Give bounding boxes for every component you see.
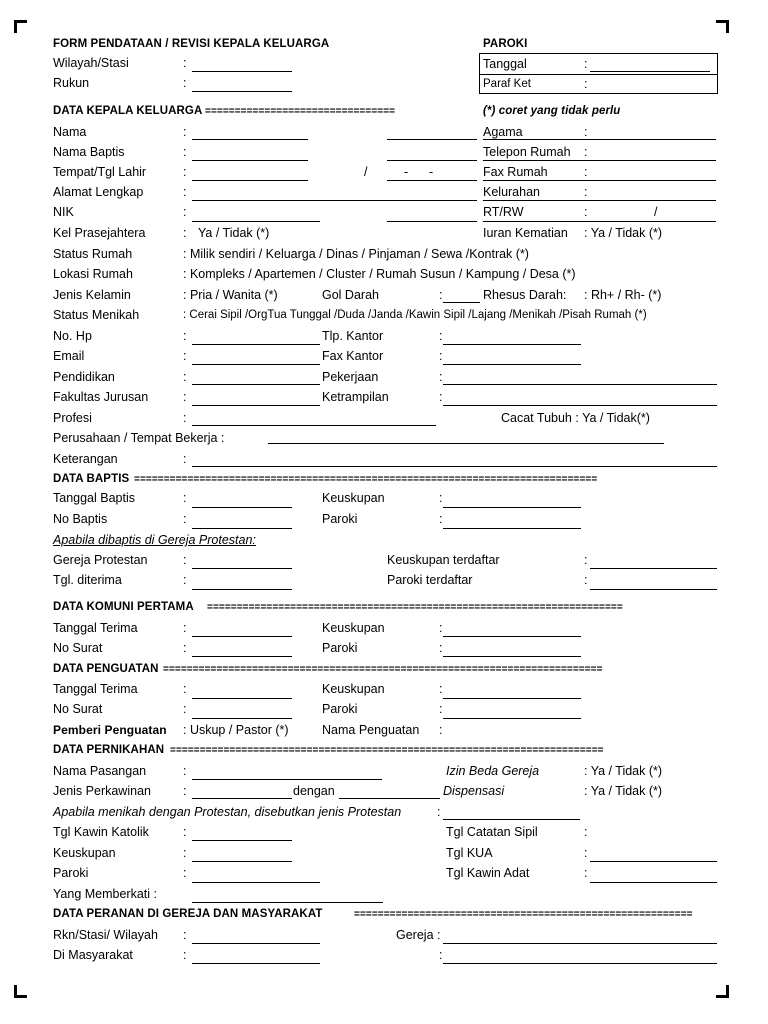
tlp-kantor-field[interactable] xyxy=(443,344,581,345)
colon: : xyxy=(183,370,187,384)
wilayah-field[interactable] xyxy=(192,71,292,72)
colon: : xyxy=(439,702,443,716)
rt-rw-slash: / xyxy=(654,205,658,219)
keuskupan-terdaftar-label: Keuskupan terdaftar xyxy=(387,553,500,567)
colon: : xyxy=(183,491,187,505)
colon: : xyxy=(183,846,187,860)
nama-baptis-label: Nama Baptis xyxy=(53,145,125,159)
colon: : xyxy=(439,370,443,384)
peranan-gereja-field[interactable] xyxy=(443,943,717,944)
status-menikah-label: Status Menikah xyxy=(53,308,140,322)
jenis-perkawinan-field-2[interactable] xyxy=(339,798,440,799)
keterangan-label: Keterangan xyxy=(53,452,118,466)
keuskupan-terdaftar-field[interactable] xyxy=(590,568,717,569)
colon: : xyxy=(584,185,588,199)
di-masyarakat-field[interactable] xyxy=(192,963,320,964)
colon: : xyxy=(183,784,187,798)
fax-kantor-field[interactable] xyxy=(443,364,581,365)
colon: : xyxy=(439,682,443,696)
email-field[interactable] xyxy=(192,364,320,365)
tanggal-baptis-label: Tanggal Baptis xyxy=(53,491,136,505)
pernikahan-paroki-field[interactable] xyxy=(192,882,320,883)
ketrampilan-field[interactable] xyxy=(443,405,717,406)
no-baptis-label: No Baptis xyxy=(53,512,108,526)
colon: : xyxy=(183,165,187,179)
komuni-paroki-field[interactable] xyxy=(443,656,581,657)
dispensasi-label: Dispensasi xyxy=(443,784,505,798)
pendidikan-field[interactable] xyxy=(192,384,320,385)
colon: : xyxy=(183,185,187,199)
tlp-kantor-label: Tlp. Kantor xyxy=(322,329,384,343)
colon: : xyxy=(439,723,443,737)
pernikahan-keuskupan-label: Keuskupan xyxy=(53,846,116,860)
nama-field-2[interactable] xyxy=(387,139,477,140)
fakultas-label: Fakultas Jurusan xyxy=(53,390,149,404)
tanggal-label: Tanggal xyxy=(483,57,527,71)
kelurahan-field[interactable] xyxy=(483,200,716,201)
baptis-paroki-label: Paroki xyxy=(322,512,358,526)
colon: : xyxy=(183,948,187,962)
crop-mark-top-right xyxy=(716,20,729,33)
pernikahan-section-title: DATA PERNIKAHAN xyxy=(53,744,165,756)
di-masyarakat-field-2[interactable] xyxy=(443,963,717,964)
pemberi-penguatan-label: Pemberi Penguatan xyxy=(53,723,167,737)
keterangan-field[interactable] xyxy=(192,466,717,467)
kel-prasejahtera-options[interactable]: Ya / Tidak (*) xyxy=(198,226,270,240)
nama-field[interactable] xyxy=(192,139,308,140)
lokasi-rumah-options[interactable]: : Kompleks / Apartemen / Cluster / Rumah Susun / Kampung / Desa (*) xyxy=(183,267,576,281)
penguatan-paroki-label: Paroki xyxy=(322,702,358,716)
date-dashes: - - xyxy=(404,165,434,179)
colon: : xyxy=(183,764,187,778)
tgl-kua-label: Tgl KUA xyxy=(446,846,493,860)
tempat-tgl-lahir-label: Tempat/Tgl Lahir xyxy=(53,165,147,179)
izin-beda-gereja-label: Izin Beda Gereja xyxy=(446,764,540,778)
komuni-paroki-label: Paroki xyxy=(322,641,358,655)
pekerjaan-label: Pekerjaan xyxy=(322,370,379,384)
nama-label: Nama xyxy=(53,125,87,139)
colon: : xyxy=(439,948,443,962)
nik-label: NIK xyxy=(53,205,74,219)
tgl-kawin-adat-field[interactable] xyxy=(590,882,717,883)
colon: : xyxy=(437,805,441,819)
rukun-label: Rukun xyxy=(53,76,90,90)
pernikahan-paroki-label: Paroki xyxy=(53,866,89,880)
colon: : xyxy=(183,702,187,716)
colon: : xyxy=(183,641,187,655)
profesi-label: Profesi xyxy=(53,411,92,425)
colon: : xyxy=(439,621,443,635)
peranan-section-title: DATA PERANAN DI GEREJA DAN MASYARAKAT xyxy=(53,908,323,920)
nama-baptis-field-2[interactable] xyxy=(387,160,477,161)
colon: : xyxy=(439,641,443,655)
telepon-rumah-label: Telepon Rumah xyxy=(483,145,571,159)
peranan-gereja-label: Gereja : xyxy=(396,928,441,942)
gol-darah-field[interactable] xyxy=(443,302,480,303)
alamat-field[interactable] xyxy=(192,200,477,201)
tgl-kawin-adat-label: Tgl Kawin Adat xyxy=(446,866,530,880)
rukun-field[interactable] xyxy=(192,91,292,92)
colon: : xyxy=(183,825,187,839)
section-rule: ========================================================= xyxy=(354,909,693,920)
nama-pasangan-field[interactable] xyxy=(192,779,382,780)
pendidikan-label: Pendidikan xyxy=(53,370,115,384)
crop-mark-bottom-left xyxy=(14,985,27,998)
gereja-protestan-label: Gereja Protestan xyxy=(53,553,148,567)
colon: : xyxy=(584,553,588,567)
penguatan-section-title: DATA PENGUATAN xyxy=(53,663,159,675)
apabila-protestan-note: Apabila dibaptis di Gereja Protestan: xyxy=(53,533,256,547)
section-rule: ====================================================================== xyxy=(207,602,623,613)
rhesus-options[interactable]: : Rh+ / Rh- (*) xyxy=(584,288,662,302)
colon: : xyxy=(584,573,588,587)
baptis-section-title: DATA BAPTIS xyxy=(53,473,130,485)
tanggal-baptis-field[interactable] xyxy=(192,507,292,508)
no-hp-field[interactable] xyxy=(192,344,320,345)
fax-rumah-field[interactable] xyxy=(483,180,716,181)
colon: : xyxy=(439,512,443,526)
colon: : xyxy=(183,621,187,635)
tgl-catatan-sipil-label: Tgl Catatan Sipil xyxy=(446,825,538,839)
izin-beda-gereja-options[interactable]: : Ya / Tidak (*) xyxy=(584,764,663,778)
tgl-diterima-label: Tgl. diterima xyxy=(53,573,122,587)
paraf-label: Paraf Ket xyxy=(483,78,531,90)
status-rumah-label: Status Rumah xyxy=(53,247,133,261)
section-rule: ================================ xyxy=(205,106,396,117)
colon: : xyxy=(183,411,187,425)
nama-baptis-field[interactable] xyxy=(192,160,308,161)
colon: : xyxy=(439,390,443,404)
colon: : xyxy=(183,512,187,526)
paroki-title: PAROKI xyxy=(483,38,528,50)
email-label: Email xyxy=(53,349,85,363)
baptis-paroki-field[interactable] xyxy=(443,528,581,529)
fakultas-field[interactable] xyxy=(192,405,320,406)
no-baptis-field[interactable] xyxy=(192,528,292,529)
komuni-keuskupan-field[interactable] xyxy=(443,636,581,637)
iuran-kematian-label: Iuran Kematian xyxy=(483,226,568,240)
kelurahan-label: Kelurahan xyxy=(483,185,540,199)
colon: : xyxy=(584,866,588,880)
tgl-diterima-field[interactable] xyxy=(192,589,292,590)
colon: : xyxy=(584,125,588,139)
jenis-perkawinan-field-1[interactable] xyxy=(192,798,292,799)
kel-prasejahtera-label: Kel Prasejahtera xyxy=(53,226,146,240)
section-rule: ========================================================================= xyxy=(170,745,604,756)
paroki-terdaftar-label: Paroki terdaftar xyxy=(387,573,473,587)
rt-rw-label: RT/RW xyxy=(483,205,524,219)
colon: : xyxy=(183,452,187,466)
komuni-tanggal-label: Tanggal Terima xyxy=(53,621,138,635)
note-coret: (*) coret yang tidak perlu xyxy=(483,105,621,117)
colon: : xyxy=(183,553,187,567)
penguatan-no-surat-label: No Surat xyxy=(53,702,103,716)
colon: : xyxy=(183,125,187,139)
dengan-label: dengan xyxy=(293,784,335,798)
baptis-keuskupan-label: Keuskupan xyxy=(322,491,385,505)
penguatan-tanggal-field[interactable] xyxy=(192,698,292,699)
di-masyarakat-label: Di Masyarakat xyxy=(53,948,133,962)
crop-mark-top-left xyxy=(14,20,27,33)
colon: : xyxy=(584,57,588,71)
colon: : xyxy=(183,226,187,240)
crop-mark-bottom-right xyxy=(716,985,729,998)
colon: : xyxy=(584,165,588,179)
yang-memberkati-field[interactable] xyxy=(192,902,383,903)
colon: : xyxy=(584,77,588,91)
alamat-label: Alamat Lengkap xyxy=(53,185,144,199)
colon: : xyxy=(183,56,187,70)
yang-memberkati-label: Yang Memberkati : xyxy=(53,887,157,901)
status-rumah-options[interactable]: : Milik sendiri / Keluarga / Dinas / Pinjaman / Sewa /Kontrak (*) xyxy=(183,247,529,261)
colon: : xyxy=(183,682,187,696)
komuni-section-title: DATA KOMUNI PERTAMA xyxy=(53,601,194,613)
penguatan-keuskupan-field[interactable] xyxy=(443,698,581,699)
pekerjaan-field[interactable] xyxy=(443,384,717,385)
colon: : xyxy=(439,491,443,505)
nama-pasangan-label: Nama Pasangan xyxy=(53,764,147,778)
apabila-menikah-protestan-label: Apabila menikah dengan Protestan, disebutkan jenis Protestan xyxy=(53,805,402,819)
penguatan-tanggal-label: Tanggal Terima xyxy=(53,682,138,696)
gol-darah-label: Gol Darah xyxy=(322,288,379,302)
wilayah-label: Wilayah/Stasi xyxy=(53,56,129,70)
agama-label: Agama xyxy=(483,125,523,139)
status-menikah-options[interactable]: : Cerai Sipil /OrgTua Tunggal /Duda /Janda /Kawin Sipil /Lajang /Menikah /Pisah Rumah (*) xyxy=(183,309,647,321)
nik-field[interactable] xyxy=(192,221,320,222)
colon: : xyxy=(183,573,187,587)
jenis-kelamin-label: Jenis Kelamin xyxy=(53,288,131,302)
nama-penguatan-label: Nama Penguatan xyxy=(322,723,420,737)
date-slash: / xyxy=(364,165,368,179)
section-rule: ============================================================================== xyxy=(134,474,598,485)
profesi-field[interactable] xyxy=(192,425,436,426)
nik-field-2[interactable] xyxy=(387,221,477,222)
jenis-perkawinan-label: Jenis Perkawinan xyxy=(53,784,151,798)
colon: : xyxy=(183,928,187,942)
colon: : xyxy=(439,329,443,343)
telepon-rumah-field[interactable] xyxy=(483,160,716,161)
pernikahan-keuskupan-field[interactable] xyxy=(192,861,292,862)
form-title: FORM PENDATAAN / REVISI KEPALA KELUARGA xyxy=(53,38,330,50)
jenis-protestan-field[interactable] xyxy=(443,819,580,820)
kepala-section-title: DATA KEPALA KELUARGA xyxy=(53,105,203,117)
colon: : xyxy=(439,288,443,302)
tgl-kawin-katolik-field[interactable] xyxy=(192,840,292,841)
rt-rw-field[interactable] xyxy=(483,221,716,222)
komuni-no-surat-label: No Surat xyxy=(53,641,103,655)
tempat-lahir-field[interactable] xyxy=(192,180,308,181)
paroki-terdaftar-field[interactable] xyxy=(590,589,717,590)
colon: : xyxy=(183,866,187,880)
penguatan-no-surat-field[interactable] xyxy=(192,718,292,719)
colon: : xyxy=(183,76,187,90)
section-rule: ========================================================================== xyxy=(163,664,603,675)
ketrampilan-label: Ketrampilan xyxy=(322,390,389,404)
colon: : xyxy=(584,825,588,839)
komuni-no-surat-field[interactable] xyxy=(192,656,292,657)
agama-field[interactable] xyxy=(483,139,716,140)
baptis-keuskupan-field[interactable] xyxy=(443,507,581,508)
colon: : xyxy=(584,846,588,860)
rkn-stasi-wilayah-field[interactable] xyxy=(192,943,320,944)
fax-kantor-label: Fax Kantor xyxy=(322,349,384,363)
colon: : xyxy=(584,205,588,219)
rkn-stasi-wilayah-label: Rkn/Stasi/ Wilayah xyxy=(53,928,158,942)
perusahaan-field[interactable] xyxy=(268,443,664,444)
tgl-kawin-katolik-label: Tgl Kawin Katolik xyxy=(53,825,149,839)
colon: : xyxy=(183,329,187,343)
komuni-keuskupan-label: Keuskupan xyxy=(322,621,385,635)
rhesus-label: Rhesus Darah: xyxy=(483,288,567,302)
gereja-protestan-field[interactable] xyxy=(192,568,292,569)
fax-rumah-label: Fax Rumah xyxy=(483,165,548,179)
no-hp-label: No. Hp xyxy=(53,329,92,343)
perusahaan-label: Perusahaan / Tempat Bekerja : xyxy=(53,431,225,445)
iuran-kematian-options[interactable]: : Ya / Tidak (*) xyxy=(584,226,663,240)
colon: : xyxy=(183,145,187,159)
dispensasi-options[interactable]: : Ya / Tidak (*) xyxy=(584,784,663,798)
tgl-kua-field[interactable] xyxy=(590,861,717,862)
penguatan-keuskupan-label: Keuskupan xyxy=(322,682,385,696)
colon: : xyxy=(183,390,187,404)
colon: : xyxy=(439,349,443,363)
pemberi-penguatan-options[interactable]: : Uskup / Pastor (*) xyxy=(183,723,289,737)
jenis-kelamin-options[interactable]: : Pria / Wanita (*) xyxy=(183,288,278,302)
komuni-tanggal-field[interactable] xyxy=(192,636,292,637)
penguatan-paroki-field[interactable] xyxy=(443,718,581,719)
colon: : xyxy=(584,145,588,159)
tanggal-field[interactable] xyxy=(590,71,710,72)
tgl-lahir-field[interactable] xyxy=(387,180,477,181)
colon: : xyxy=(183,205,187,219)
lokasi-rumah-label: Lokasi Rumah xyxy=(53,267,133,281)
cacat-tubuh-options[interactable]: Cacat Tubuh : Ya / Tidak(*) xyxy=(501,411,650,425)
colon: : xyxy=(183,349,187,363)
